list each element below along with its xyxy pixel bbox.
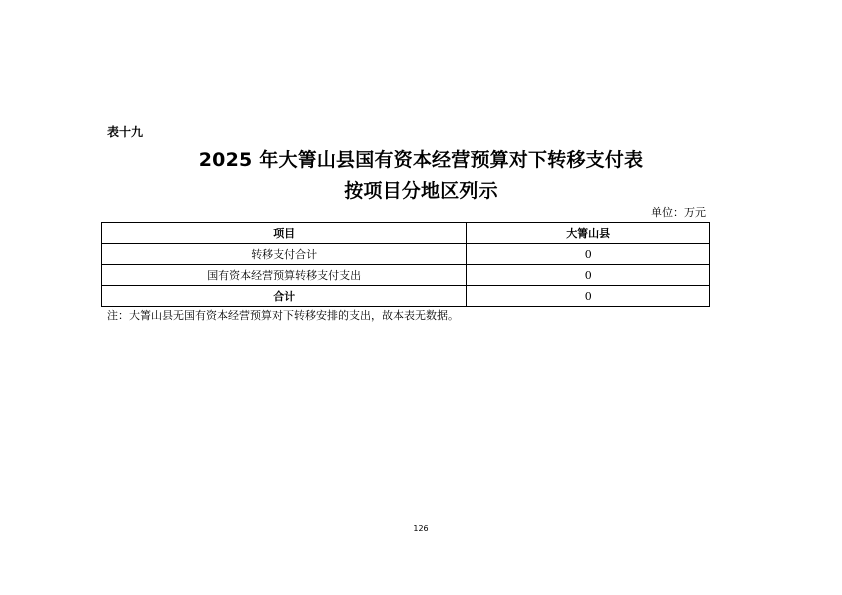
table-row xyxy=(102,265,710,286)
page-subtitle: 按项目分地区列示 xyxy=(344,180,498,202)
row-value: 0 xyxy=(467,265,710,286)
table-header-row xyxy=(102,223,710,244)
unit-label: 单位：万元 xyxy=(651,206,706,219)
page-number: 126 xyxy=(413,524,429,533)
table-row xyxy=(102,244,710,265)
row-item: 国有资本经营预算转移支付支出 xyxy=(102,265,467,286)
table-number: 表十九 xyxy=(107,125,144,139)
table-note: 注：大箐山县无国有资本经营预算对下转移安排的支出，故本表无数据。 xyxy=(107,309,459,322)
header-item: 项目 xyxy=(102,223,467,244)
table-total-row xyxy=(102,286,710,307)
row-value: 0 xyxy=(467,244,710,265)
page-title: 2025 年大箐山县国有资本经营预算对下转移支付表 xyxy=(198,149,644,171)
header-region: 大箐山县 xyxy=(467,223,710,244)
total-value: 0 xyxy=(467,286,710,307)
row-item: 转移支付合计 xyxy=(102,244,467,265)
total-item: 合计 xyxy=(102,286,467,307)
data-table xyxy=(101,222,710,307)
